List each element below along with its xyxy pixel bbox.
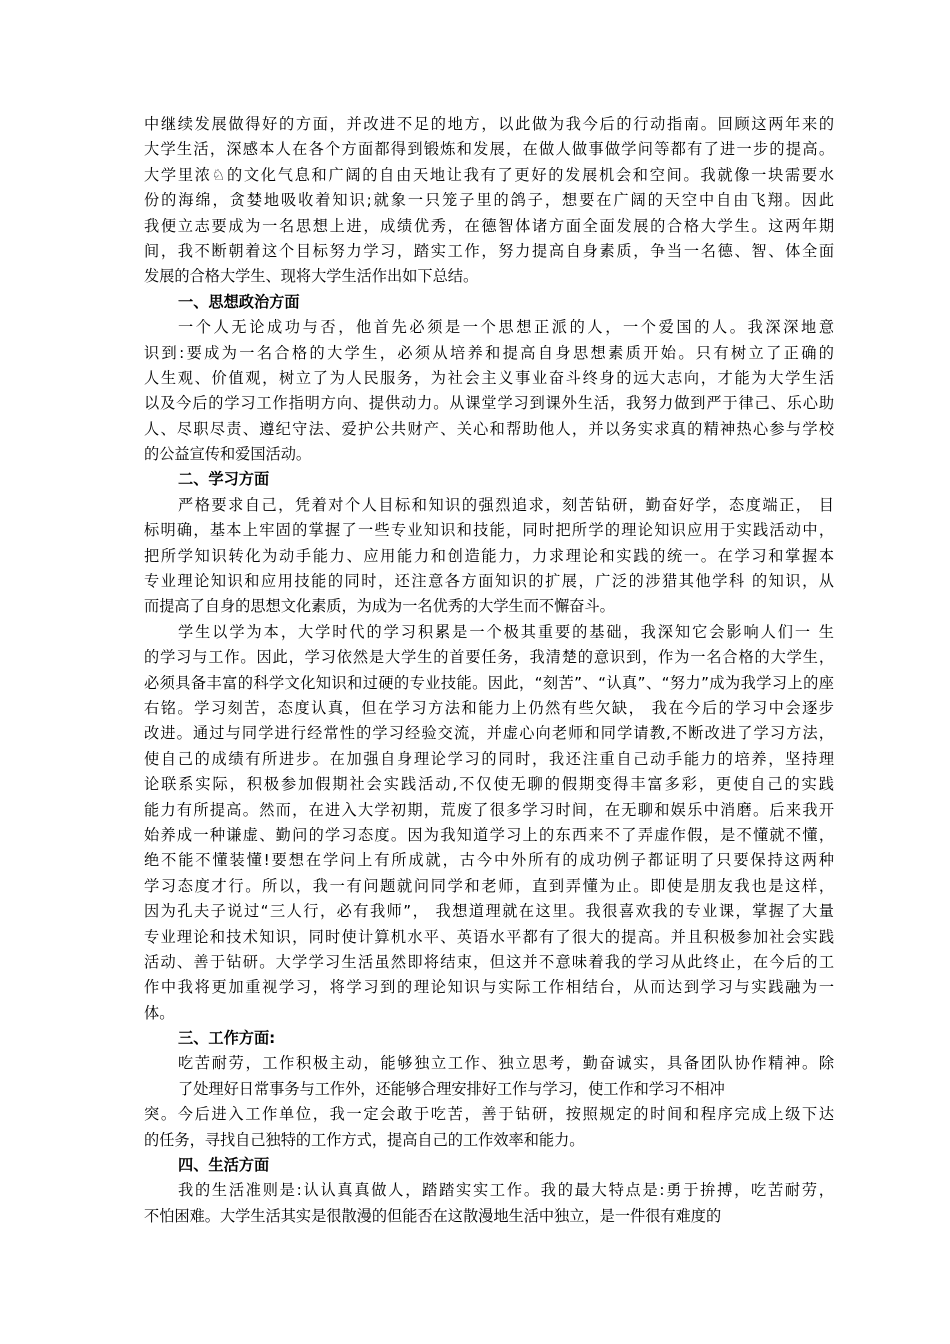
paragraph-line: 严格要求自己，凭着对个人目标和知识的强烈追求，刻苦钻研，勤奋好学，态度端正， 目 bbox=[178, 495, 834, 514]
paragraph-line: 中继续发展做得好的方面，并改进不足的地方，以此做为我今后的行动指南。回顾这两年来的 bbox=[144, 115, 834, 133]
paragraph-line: 专业理论和技术知识，同时使计算机水平、英语水平都有了很大的提高。并且积极参加社会实践 bbox=[144, 927, 834, 946]
section-heading: 一、思想政治方面 bbox=[178, 292, 300, 311]
paragraph-line: 而提高了自身的思想文化素质，为成为一名优秀的大学生而不懈奋斗。 bbox=[144, 597, 615, 616]
paragraph-line: 吃苦耐劳，工作积极主动，能够独立工作、独立思考，勤奋诚实，具备团队协作精神。除 bbox=[178, 1054, 834, 1073]
paragraph-line: 间，我不断朝着这个目标努力学习，踏实工作，努力提高自身素质，争当一名德、智、体全面 bbox=[144, 241, 834, 260]
section-heading: 三、工作方面: bbox=[178, 1029, 276, 1048]
paragraph-line: 大学里浓♘的文化气息和广阔的自由天地让我有了更好的发展机会和空间。我就像一块需要水 bbox=[144, 165, 834, 184]
paragraph-line: 我的生活准则是:认认真真做人，踏踏实实工作。我的最大特点是:勇于拚搏，吃苦耐劳， bbox=[178, 1181, 834, 1200]
paragraph-line: 绝不能不懂装懂!要想在学问上有所成就，古今中外所有的成功例子都证明了只要保持这两种 bbox=[144, 851, 834, 870]
paragraph-line: 人、尽职尽责、遵纪守法、爱护公共财产、关心和帮助他人，并以务实求真的精神热心参与学校 bbox=[144, 419, 834, 438]
paragraph-line: 一个人无论成功与否，他首先必须是一个思想正派的人，一个爱国的人。我深深地意 bbox=[178, 318, 834, 337]
paragraph-line: 我便立志要成为一名思想上进，成绩优秀，在德智体诸方面全面发展的合格大学生。这两年期 bbox=[144, 216, 834, 235]
paragraph-line: 标明确，基本上牢固的掌握了一些专业知识和技能，同时把所学的理论知识应用于实践活动中， bbox=[144, 521, 834, 540]
paragraph-line: 学生以学为本，大学时代的学习积累是一个极其重要的基础，我深知它会影响人们一 生 bbox=[178, 622, 834, 641]
paragraph-line: 专业理论知识和应用技能的同时，还注意各方面知识的扩展，广泛的涉猎其他学科 的知识，从 bbox=[144, 572, 834, 591]
paragraph-line: 的公益宣传和爱国活动。 bbox=[144, 445, 312, 464]
paragraph-line: 了处理好日常事务与工作外，还能够合理安排好工作与学习，使工作和学习不相冲 bbox=[178, 1079, 725, 1098]
paragraph-line: 活动、善于钻研。大学学习生活虽然即将结束，但这并不意味着我的学习从此终止，在今后的工 bbox=[144, 952, 834, 971]
paragraph-line: 不怕困难。大学生活其实是很散漫的但能否在这散漫地生活中独立，是一件很有难度的 bbox=[144, 1206, 722, 1225]
paragraph-line: 始养成一种谦虚、勤问的学习态度。因为我知道学习上的东西来不了弄虚作假，是不懂就不懂， bbox=[144, 825, 834, 844]
paragraph-line: 以及今后的学习工作指明方向、提供动力。从课堂学习到课外生活，我努力做到严于律己、乐心助 bbox=[144, 394, 834, 413]
paragraph-line: 识到:要成为一名合格的大学生，必须从培养和提高自身思想素质开始。只有树立了正确的 bbox=[144, 343, 834, 362]
paragraph-line: 因为孔夫子说过“三人行，必有我师”， 我想道理就在这里。我很喜欢我的专业课，掌握了大量 bbox=[144, 902, 834, 921]
paragraph-line: 右铭。学习刻苦，态度认真，但在学习方法和能力上仍然有些欠缺， 我在今后的学习中会逐步 bbox=[144, 698, 834, 717]
paragraph-line: 必须具备丰富的科学文化知识和过硬的专业技能。因此，“刻苦”、“认真”、“努力”成为我学习上的座 bbox=[144, 673, 834, 692]
paragraph-line: 使自己的成绩有所进步。在加强自身理论学习的同时，我还注重自己动手能力的培养，坚持理 bbox=[144, 749, 834, 768]
paragraph-line: 发展的合格大学生、现将大学生活作出如下总结。 bbox=[144, 267, 479, 286]
document-page bbox=[144, 112, 834, 1229]
paragraph-line: 大学生活，深感本人在各个方面都得到锻炼和发展，在做人做事做学问等都有了进一步的提高。 bbox=[144, 140, 834, 159]
paragraph-line: 突。今后进入工作单位，我一定会敢于吃苦，善于钻研，按照规定的时间和程序完成上级下达 bbox=[144, 1105, 834, 1124]
paragraph-line: 改进。通过与同学进行经常性的学习经验交流，并虚心向老师和同学请教,不断改进了学习方法， bbox=[144, 724, 834, 743]
paragraph-line: 把所学知识转化为动手能力、应用能力和创造能力，力求理论和实践的统一。在学习和掌握本 bbox=[144, 546, 834, 565]
paragraph-line: 学习态度才行。所以，我一有问题就问同学和老师，直到弄懂为止。即使是朋友我也是这样， bbox=[144, 876, 834, 895]
section-heading: 四、生活方面 bbox=[178, 1156, 270, 1175]
paragraph-line: 论联系实际，积极参加假期社会实践活动,不仅使无聊的假期变得丰富多彩，更使自己的实践 bbox=[144, 775, 834, 794]
paragraph-line: 份的海绵，贪婪地吸收着知识;就象一只笼子里的鸽子，想要在广阔的天空中自由飞翔。因此 bbox=[144, 191, 834, 210]
section-heading: 二、学习方面 bbox=[178, 470, 270, 489]
paragraph-line: 的任务，寻找自己独特的工作方式，提高自己的工作效率和能力。 bbox=[144, 1130, 585, 1149]
paragraph-line: 作中我将更加重视学习，将学习到的理论知识与实际工作相结台，从而达到学习与实践融为一 bbox=[144, 978, 834, 997]
paragraph-line: 体。 bbox=[144, 1003, 175, 1022]
paragraph-line: 能力有所提高。然而，在进入大学初期，荒废了很多学习时间，在无聊和娱乐中消磨。后来我开 bbox=[144, 800, 834, 819]
paragraph-line: 人生观、价值观，树立了为人民服务，为社会主义事业奋斗终身的远大志向，才能为大学生活 bbox=[144, 368, 834, 387]
paragraph-line: 的学习与工作。因此，学习依然是大学生的首要任务，我清楚的意识到，作为一名合格的大学生， bbox=[144, 648, 834, 667]
